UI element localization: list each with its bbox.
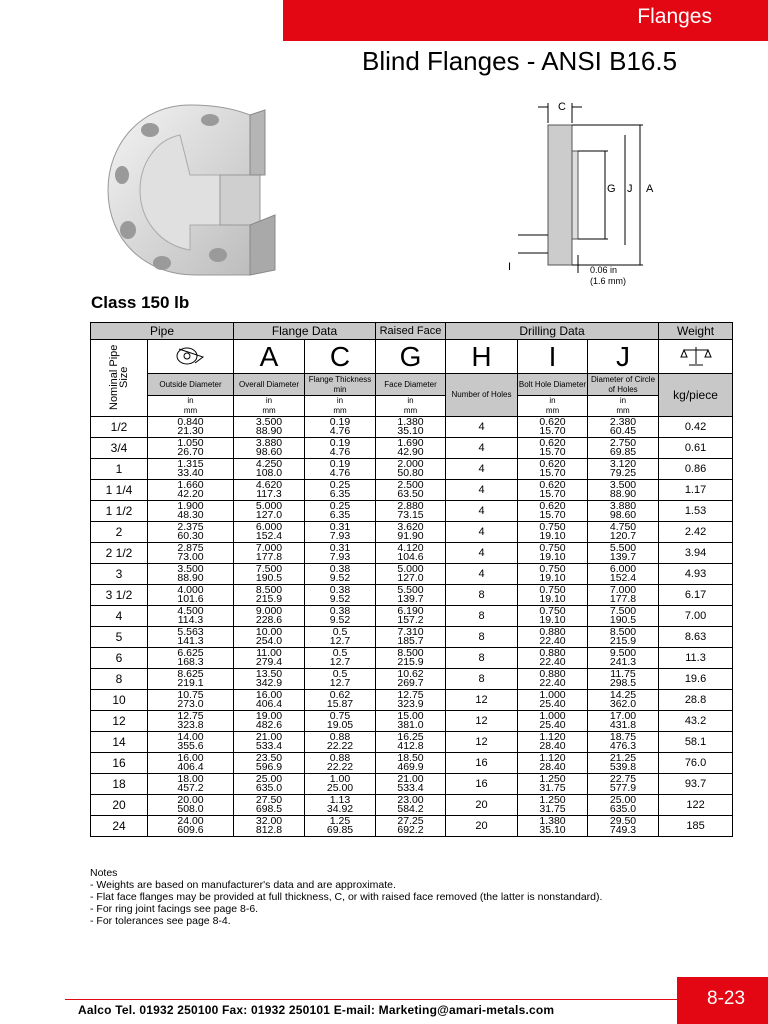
bolt-hole-diameter: 0.620 15.70 [518, 501, 588, 522]
weight-kg: 6.17 [659, 585, 733, 606]
weight-kg: 4.93 [659, 564, 733, 585]
flange-thickness: 1.25 69.85 [305, 816, 376, 837]
notes-title: Notes [90, 867, 118, 879]
face-diameter: 6.190 157.2 [376, 606, 446, 627]
outside-diameter: 18.00 457.2 [148, 774, 234, 795]
raised-face-note-2: (1.6 mm) [590, 276, 626, 286]
overall-diameter: 23.50 596.9 [234, 753, 305, 774]
bolt-hole-diameter: 0.750 19.10 [518, 543, 588, 564]
group-header-row [91, 323, 733, 340]
flange-thickness: 0.5 12.7 [305, 669, 376, 690]
outside-diameter: 5.563 141.3 [148, 627, 234, 648]
flange-thickness: 0.25 6.35 [305, 480, 376, 501]
group-flange-data: Flange Data [234, 323, 376, 340]
outside-diameter: 10.75 273.0 [148, 690, 234, 711]
bolt-hole-diameter: 0.880 22.40 [518, 669, 588, 690]
face-diameter: 27.25 692.2 [376, 816, 446, 837]
bolt-hole-diameter: 1.120 28.40 [518, 753, 588, 774]
face-diameter: 2.880 73.15 [376, 501, 446, 522]
circle-of-holes-label: Diameter of Circle of Holes [588, 374, 659, 396]
circle-of-holes: 2.750 69.85 [588, 438, 659, 459]
circle-of-holes: 18.75 476.3 [588, 732, 659, 753]
overall-diameter: 3.500 88.90 [234, 417, 305, 438]
weight-kg: 1.17 [659, 480, 733, 501]
face-diameter: 12.75 323.9 [376, 690, 446, 711]
table-row [91, 417, 733, 438]
table-row [91, 690, 733, 711]
page-number-box [677, 977, 768, 1024]
circle-of-holes: 3.500 88.90 [588, 480, 659, 501]
overall-diameter: 11.00 279.4 [234, 648, 305, 669]
face-diameter: 1.690 42.90 [376, 438, 446, 459]
circle-of-holes: 8.500 215.9 [588, 627, 659, 648]
overall-diameter: 7.000 177.8 [234, 543, 305, 564]
weight-unit-label: kg/piece [659, 374, 733, 417]
number-of-holes: 12 [446, 711, 518, 732]
class-title: Class 150 lb [91, 293, 190, 312]
nominal-size-label: Nominal Pipe Size [108, 344, 130, 410]
face-diameter: 21.00 533.4 [376, 774, 446, 795]
bolt-hole-diameter: 0.620 15.70 [518, 417, 588, 438]
overall-diameter: 13.50 342.9 [234, 669, 305, 690]
pipe-size: 3 [91, 564, 148, 585]
col-i-letter: I [518, 340, 588, 374]
face-diameter: 4.120 104.6 [376, 543, 446, 564]
outside-diameter: 1.900 48.30 [148, 501, 234, 522]
table-row [91, 627, 733, 648]
group-weight: Weight [659, 323, 733, 340]
circle-of-holes: 5.500 139.7 [588, 543, 659, 564]
flange-thickness: 0.19 4.76 [305, 459, 376, 480]
circle-of-holes: 2.380 60.45 [588, 417, 659, 438]
table-row [91, 753, 733, 774]
flange-thickness: 0.38 9.52 [305, 585, 376, 606]
circle-of-holes: 21.25 539.8 [588, 753, 659, 774]
bolt-hole-diameter: 1.000 25.40 [518, 711, 588, 732]
circle-of-holes: 17.00 431.8 [588, 711, 659, 732]
overall-diameter: 3.880 98.60 [234, 438, 305, 459]
pipe-size: 16 [91, 753, 148, 774]
circle-of-holes: 6.000 152.4 [588, 564, 659, 585]
outside-diameter: 0.840 21.30 [148, 417, 234, 438]
table-row [91, 501, 733, 522]
scales-icon [679, 344, 713, 368]
bolt-hole-diameter: 1.250 31.75 [518, 795, 588, 816]
weight-kg: 8.63 [659, 627, 733, 648]
weight-kg: 185 [659, 816, 733, 837]
unit-cell-c: in mm [305, 396, 376, 417]
table-row [91, 480, 733, 501]
raised-face-note-1: 0.06 in [590, 265, 618, 275]
outside-diameter: 1.660 42.20 [148, 480, 234, 501]
flange-thickness: 0.75 19.05 [305, 711, 376, 732]
overall-diameter: 16.00 406.4 [234, 690, 305, 711]
overall-diameter: 7.500 190.5 [234, 564, 305, 585]
number-of-holes: 4 [446, 543, 518, 564]
circle-of-holes: 11.75 298.5 [588, 669, 659, 690]
pipe-size: 6 [91, 648, 148, 669]
weight-kg: 122 [659, 795, 733, 816]
pipe-size: 14 [91, 732, 148, 753]
group-drilling-data: Drilling Data [446, 323, 659, 340]
outside-diameter: 12.75 323.8 [148, 711, 234, 732]
circle-of-holes: 7.000 177.8 [588, 585, 659, 606]
outside-diameter: 4.500 114.3 [148, 606, 234, 627]
weight-kg: 7.00 [659, 606, 733, 627]
face-diameter: 5.500 139.7 [376, 585, 446, 606]
face-diameter: 5.000 127.0 [376, 564, 446, 585]
overall-diameter: 21.00 533.4 [234, 732, 305, 753]
pipe-size: 18 [91, 774, 148, 795]
number-of-holes: 4 [446, 564, 518, 585]
col-a-letter: A [234, 340, 305, 374]
table-row [91, 816, 733, 837]
face-diameter: 2.000 50.80 [376, 459, 446, 480]
weight-kg: 0.42 [659, 417, 733, 438]
dim-j-label: J [627, 183, 633, 195]
pipe-icon [175, 343, 207, 369]
bolt-hole-diameter-label: Bolt Hole Diameter [518, 374, 588, 396]
outside-diameter: 8.625 219.1 [148, 669, 234, 690]
pipe-size: 1 1/4 [91, 480, 148, 501]
bolt-hole-diameter: 1.120 28.40 [518, 732, 588, 753]
pipe-size: 20 [91, 795, 148, 816]
table-row [91, 543, 733, 564]
dim-g-label: G [607, 183, 616, 195]
weight-kg: 1.53 [659, 501, 733, 522]
flange-thickness-label: Flange Thickness min [305, 374, 376, 396]
notes [90, 867, 602, 927]
flange-thickness: 0.31 7.93 [305, 543, 376, 564]
pipe-size: 24 [91, 816, 148, 837]
pipe-size: 4 [91, 606, 148, 627]
weight-kg: 11.3 [659, 648, 733, 669]
flange-table [90, 322, 733, 837]
weight-kg: 0.86 [659, 459, 733, 480]
bolt-hole-diameter: 1.380 35.10 [518, 816, 588, 837]
bolt-hole-diameter: 0.750 19.10 [518, 522, 588, 543]
table-row [91, 606, 733, 627]
flange-thickness: 0.38 9.52 [305, 564, 376, 585]
face-diameter: 15.00 381.0 [376, 711, 446, 732]
bolt-hole-diameter: 0.880 22.40 [518, 627, 588, 648]
number-of-holes: 8 [446, 585, 518, 606]
flange-thickness: 1.00 25.00 [305, 774, 376, 795]
col-c-letter: C [305, 340, 376, 374]
flange-thickness: 0.88 22.22 [305, 732, 376, 753]
bolt-hole-diameter: 0.620 15.70 [518, 459, 588, 480]
note-item: - For tolerances see page 8-4. [90, 915, 231, 927]
overall-diameter: 4.250 108.0 [234, 459, 305, 480]
table-row [91, 648, 733, 669]
number-of-holes: 20 [446, 816, 518, 837]
number-of-holes: 4 [446, 522, 518, 543]
outside-diameter: 2.875 73.00 [148, 543, 234, 564]
flange-thickness: 0.88 22.22 [305, 753, 376, 774]
circle-of-holes: 4.750 120.7 [588, 522, 659, 543]
pipe-icon-cell [148, 340, 234, 374]
outside-diameter: 3.500 88.90 [148, 564, 234, 585]
flange-thickness: 0.62 15.87 [305, 690, 376, 711]
overall-diameter: 19.00 482.6 [234, 711, 305, 732]
number-of-holes: 8 [446, 669, 518, 690]
flange-thickness: 0.25 6.35 [305, 501, 376, 522]
circle-of-holes: 14.25 362.0 [588, 690, 659, 711]
face-diameter: 10.62 269.7 [376, 669, 446, 690]
overall-diameter: 32.00 812.8 [234, 816, 305, 837]
outside-diameter: 1.315 33.40 [148, 459, 234, 480]
circle-of-holes: 25.00 635.0 [588, 795, 659, 816]
number-of-holes: 8 [446, 606, 518, 627]
number-of-holes: 12 [446, 732, 518, 753]
overall-diameter: 25.00 635.0 [234, 774, 305, 795]
unit-cell-od: in mm [148, 396, 234, 417]
face-diameter: 1.380 35.10 [376, 417, 446, 438]
flange-illustration [100, 95, 280, 280]
unit-cell-g: in mm [376, 396, 446, 417]
bolt-hole-diameter: 1.250 31.75 [518, 774, 588, 795]
overall-diameter: 10.00 254.0 [234, 627, 305, 648]
overall-diameter: 8.500 215.9 [234, 585, 305, 606]
number-of-holes: 20 [446, 795, 518, 816]
flange-section-diagram [500, 95, 670, 290]
group-pipe: Pipe [91, 323, 234, 340]
weight-kg: 19.6 [659, 669, 733, 690]
footer [0, 1000, 768, 1024]
bolt-hole-diameter: 0.750 19.10 [518, 585, 588, 606]
outside-diameter: 4.000 101.6 [148, 585, 234, 606]
weight-kg: 2.42 [659, 522, 733, 543]
nominal-size-header [91, 340, 148, 417]
number-of-holes: 16 [446, 753, 518, 774]
face-diameter: 7.310 185.7 [376, 627, 446, 648]
unit-row [91, 396, 733, 417]
bolt-hole-diameter: 0.880 22.40 [518, 648, 588, 669]
face-diameter-label: Face Diameter [376, 374, 446, 396]
flange-thickness: 0.38 9.52 [305, 606, 376, 627]
weight-kg: 0.61 [659, 438, 733, 459]
overall-diameter: 27.50 698.5 [234, 795, 305, 816]
overall-diameter: 6.000 152.4 [234, 522, 305, 543]
pipe-size: 3 1/2 [91, 585, 148, 606]
weight-kg: 93.7 [659, 774, 733, 795]
table-row [91, 774, 733, 795]
pipe-size: 10 [91, 690, 148, 711]
table-row [91, 459, 733, 480]
unit-cell-i: in mm [518, 396, 588, 417]
flange-thickness: 0.5 12.7 [305, 648, 376, 669]
flange-thickness: 1.13 34.92 [305, 795, 376, 816]
weight-kg: 28.8 [659, 690, 733, 711]
circle-of-holes: 29.50 749.3 [588, 816, 659, 837]
pipe-size: 2 1/2 [91, 543, 148, 564]
pipe-size: 3/4 [91, 438, 148, 459]
bolt-hole-diameter: 0.620 15.70 [518, 438, 588, 459]
col-j-letter: J [588, 340, 659, 374]
number-of-holes: 4 [446, 480, 518, 501]
outside-diameter-label: Outside Diameter [148, 374, 234, 396]
note-item: - For ring joint facings see page 8-6. [90, 903, 259, 915]
circle-of-holes: 9.500 241.3 [588, 648, 659, 669]
number-of-holes-label: Number of Holes [446, 374, 518, 417]
flange-thickness: 0.5 12.7 [305, 627, 376, 648]
face-diameter: 3.620 91.90 [376, 522, 446, 543]
overall-diameter: 5.000 127.0 [234, 501, 305, 522]
table-row [91, 585, 733, 606]
number-of-holes: 4 [446, 438, 518, 459]
outside-diameter: 2.375 60.30 [148, 522, 234, 543]
pipe-size: 5 [91, 627, 148, 648]
weight-kg: 76.0 [659, 753, 733, 774]
letter-row [91, 340, 733, 374]
bolt-hole-diameter: 0.620 15.70 [518, 480, 588, 501]
weight-icon-cell [659, 340, 733, 374]
weight-kg: 58.1 [659, 732, 733, 753]
number-of-holes: 4 [446, 417, 518, 438]
circle-of-holes: 3.880 98.60 [588, 501, 659, 522]
table-row [91, 669, 733, 690]
unit-cell-j: in mm [588, 396, 659, 417]
dim-i-label: I [508, 261, 512, 273]
number-of-holes: 12 [446, 690, 518, 711]
table-row [91, 795, 733, 816]
label-row [91, 374, 733, 396]
flange-thickness: 0.19 4.76 [305, 417, 376, 438]
number-of-holes: 8 [446, 648, 518, 669]
pipe-size: 1/2 [91, 417, 148, 438]
number-of-holes: 16 [446, 774, 518, 795]
note-item: - Flat face flanges may be provided at full thickness, C, or with raised face removed (the latter is nonstandard). [90, 891, 603, 903]
table-row [91, 564, 733, 585]
circle-of-holes: 7.500 190.5 [588, 606, 659, 627]
table-row [91, 438, 733, 459]
overall-diameter-label: Overall Diameter [234, 374, 305, 396]
table-row [91, 732, 733, 753]
page-number: 8-23 [707, 988, 746, 1009]
face-diameter: 8.500 215.9 [376, 648, 446, 669]
outside-diameter: 24.00 609.6 [148, 816, 234, 837]
outside-diameter: 20.00 508.0 [148, 795, 234, 816]
overall-diameter: 9.000 228.6 [234, 606, 305, 627]
overall-diameter: 4.620 117.3 [234, 480, 305, 501]
dim-a-label: A [646, 183, 654, 195]
group-raised-face: Raised Face [376, 323, 446, 340]
col-g-letter: G [376, 340, 446, 374]
weight-kg: 3.94 [659, 543, 733, 564]
circle-of-holes: 22.75 577.9 [588, 774, 659, 795]
table-row [91, 711, 733, 732]
footer-rule [65, 999, 677, 1000]
section-title: Flanges [637, 5, 712, 28]
bolt-hole-diameter: 0.750 19.10 [518, 606, 588, 627]
page-title: Blind Flanges - ANSI B16.5 [362, 46, 678, 76]
weight-kg: 43.2 [659, 711, 733, 732]
bolt-hole-diameter: 0.750 19.10 [518, 564, 588, 585]
circle-of-holes: 3.120 79.25 [588, 459, 659, 480]
pipe-size: 2 [91, 522, 148, 543]
footer-contact: Aalco Tel. 01932 250100 Fax: 01932 250101 E-mail: Marketing@amari-metals.com [78, 1003, 555, 1017]
outside-diameter: 6.625 168.3 [148, 648, 234, 669]
col-h-letter: H [446, 340, 518, 374]
number-of-holes: 4 [446, 501, 518, 522]
dim-c-label: C [558, 101, 566, 113]
outside-diameter: 16.00 406.4 [148, 753, 234, 774]
number-of-holes: 8 [446, 627, 518, 648]
unit-cell-a: in mm [234, 396, 305, 417]
pipe-size: 1 1/2 [91, 501, 148, 522]
number-of-holes: 4 [446, 459, 518, 480]
flange-thickness: 0.19 4.76 [305, 438, 376, 459]
note-item: - Weights are based on manufacturer's data and are approximate. [90, 879, 396, 891]
pipe-size: 1 [91, 459, 148, 480]
face-diameter: 18.50 469.9 [376, 753, 446, 774]
pipe-size: 8 [91, 669, 148, 690]
outside-diameter: 1.050 26.70 [148, 438, 234, 459]
face-diameter: 23.00 584.2 [376, 795, 446, 816]
section-banner [283, 0, 768, 41]
flange-thickness: 0.31 7.93 [305, 522, 376, 543]
pipe-size: 12 [91, 711, 148, 732]
bolt-hole-diameter: 1.000 25.40 [518, 690, 588, 711]
table-row [91, 522, 733, 543]
outside-diameter: 14.00 355.6 [148, 732, 234, 753]
face-diameter: 2.500 63.50 [376, 480, 446, 501]
face-diameter: 16.25 412.8 [376, 732, 446, 753]
